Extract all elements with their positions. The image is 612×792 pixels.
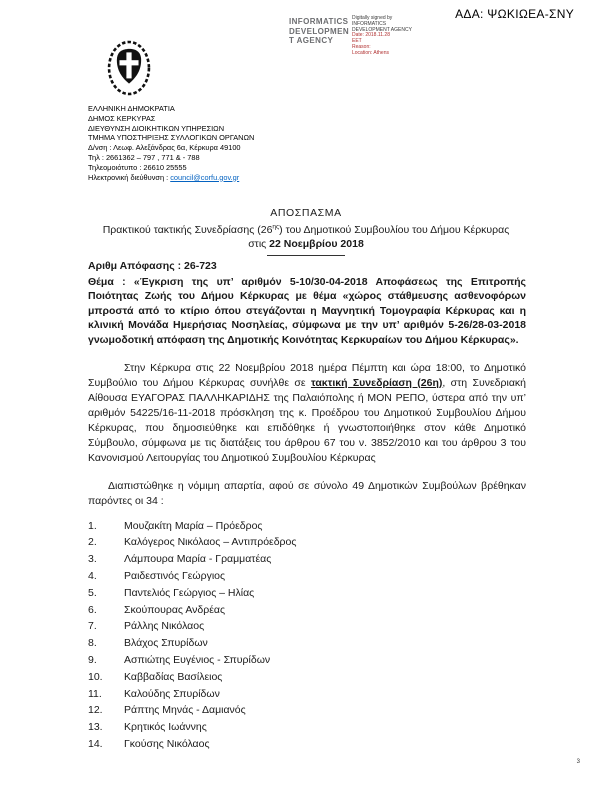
letterhead bbox=[88, 104, 254, 182]
email-label: Ηλεκτρονική διεύθυνση : bbox=[88, 172, 169, 182]
decision-number: Αριθμ Απόφασης : 26-723 bbox=[88, 260, 217, 272]
signature-agency-name bbox=[289, 17, 349, 46]
list-item: 6. Σκούπουρας Ανδρέας bbox=[88, 603, 226, 616]
list-item: 5. Παντελιός Γεώργιος – Ηλίας bbox=[88, 586, 255, 599]
signature-detail-line: DEVELOPMENT AGENCY bbox=[352, 26, 412, 33]
signature-agency-line: T AGENCY bbox=[289, 36, 334, 45]
list-item: 1. Μουζακίτη Μαρία – Πρόεδρος bbox=[88, 519, 263, 532]
list-item: 9. Ασπιώτης Ευγένιος - Σπυρίδων bbox=[88, 653, 271, 666]
list-item: 13. Κρητικός Ιωάννης bbox=[88, 721, 207, 734]
body-paragraph-session: Στην Κέρκυρα στις 22 Νοεμβρίου 2018 ημέρα Πέμπτη και ώρα 18:00, το Δημοτικό Συμβούλιο του Δήμου Κέρκυρας συνήλθε σε τακτική Συνεδρίαση (26η), στη Συνεδριακή Αίθουσα ΕΥΑΓΟΡΑΣ ΠΑΛΛΗΚΑΡΙΔΗΣ της Παλαιόπολης ή ΜΟΝ ΡΕΠΟ, ύστερα από την υπ’ αριθμόν 54225/16-11-2018 πρόσκληση της κ. Προέδρου του Δημοτικού Συμβουλίου Δήμου Κέρκυρας, που δημοσιεύθηκε και επιδόθηκε ή γνωστοποιήθηκε στον κάθε Δημοτικό Σύμβουλο, σύμφωνα με τις διατάξεις του άρθρου 67 του ν. 3852/2010 και του άρθρου 3 του Κανονισμού Λειτουργίας του Δημοτικού Συμβουλίου Κέρκυρας bbox=[88, 361, 526, 464]
letterhead-line-phone: Τηλ : 2661362 – 797 , 771 & - 788 bbox=[88, 152, 200, 162]
signature-detail-line: Reason: bbox=[352, 43, 371, 50]
list-item: 2. Καλόγερος Νικόλαος – Αντιπρόεδρος bbox=[88, 536, 297, 549]
letterhead-line-email bbox=[88, 173, 254, 183]
list-item: 11. Καλούδης Σπυρίδων bbox=[88, 687, 220, 700]
list-item: 4. Ραιδεστινός Γεώργιος bbox=[88, 569, 226, 582]
signature-agency-line: DEVELOPMEN bbox=[289, 26, 350, 36]
body-paragraph-quorum: Διαπιστώθηκε η νόμιμη απαρτία, αφού σε σύνολο 49 Δημοτικών Συμβούλων βρέθηκαν παρόντες οι 34 : bbox=[88, 479, 526, 507]
signature-detail-line: Location: Athens bbox=[352, 49, 389, 56]
list-item: 7. Ράλλης Νικόλαος bbox=[88, 620, 205, 633]
email-link[interactable]: council@corfu.gov.gr bbox=[170, 172, 240, 182]
greek-emblem-icon bbox=[103, 36, 155, 105]
ada-code: ΑΔΑ: ΨΩΚΙΩΕΑ-ΣΝΥ bbox=[455, 7, 574, 21]
session-date-line: στις 22 Νοεμβρίου 2018 bbox=[248, 238, 364, 250]
title-divider bbox=[267, 255, 345, 256]
signature-detail-line: Date: 2018.11.28 bbox=[352, 32, 390, 39]
signature-detail-line: Digitally signed by bbox=[352, 15, 393, 21]
decision-subject: Θέμα : «Έγκριση της υπ’ αριθμόν 5-10/30-04-2018 Αποφάσεως της Επιτροπής Ποιότητας Ζωής του Δήμου Κέρκυρας με θέμα «χώρος στάθμευσης ασθενοφόρων μπροστά από το κτίριο όπου στεγάζονται η Μαγνητική Τομογραφία Κέρκυρας και η κλινική Μονάδα Ημερήσιας Νοσηλείας, σύμφωνα με την υπ’ αριθμόν 5-26/28-03-2018 γνωμοδοτική απόφαση της Δημοτικής Κοινότητας Κερκυραίων του Δήμου Κέρκυρας». bbox=[88, 275, 526, 346]
document-title-block bbox=[0, 206, 612, 256]
main-content bbox=[88, 259, 526, 753]
attendee-list bbox=[88, 518, 526, 753]
signature-details bbox=[352, 16, 462, 57]
list-item: 14. Γκούσης Νικόλαος bbox=[88, 737, 210, 750]
signature-agency-line: INFORMATICS bbox=[289, 17, 349, 26]
list-item: 10. Καββαδίας Βασίλειος bbox=[88, 670, 223, 683]
letterhead-line-address: Δ/νση : Λεωφ. Αλεξάνδρας 6α, Κέρκυρα 49100 bbox=[88, 143, 241, 153]
extract-heading: ΑΠΟΣΠΑΣΜΑ bbox=[270, 207, 342, 219]
signature-detail-line: INFORMATICS bbox=[352, 20, 387, 27]
letterhead-line-republic: ΕΛΛΗΝΙΚΗ ΔΗΜΟΚΡΑΤΙΑ bbox=[88, 104, 175, 113]
letterhead-line-fax: Τηλεομοιότυπο : 26610 25555 bbox=[88, 162, 187, 172]
letterhead-line-municipality: ΔΗΜΟΣ ΚΕΡΚΥΡΑΣ bbox=[88, 113, 156, 123]
letterhead-line-directorate: ΔΙΕΥΘΥΝΣΗ ΔΙΟΙΚΗΤΙΚΩΝ ΥΠΗΡΕΣΙΩΝ bbox=[88, 123, 225, 133]
session-title-line: Πρακτικού τακτικής Συνεδρίασης $(26^{\eta\varsigma})$ του Δημοτικού Συμβουλίου του Δήμου Κέρκυρας bbox=[102, 223, 510, 236]
list-item: 3. Λάμπουρα Μαρία - Γραμματέας bbox=[88, 553, 272, 566]
list-item: 8. Βλάχος Σπυρίδων bbox=[88, 637, 208, 650]
signature-detail-line: EET bbox=[352, 38, 362, 45]
page-number: 3 bbox=[576, 759, 580, 765]
list-item: 12. Ράπτης Μηνάς - Δαμιανός bbox=[88, 704, 246, 717]
letterhead-line-department: ΤΜΗΜΑ ΥΠΟΣΤΗΡΙΞΗΣ ΣΥΛΛΟΓΙΚΩΝ ΟΡΓΑΝΩΝ bbox=[88, 133, 255, 143]
